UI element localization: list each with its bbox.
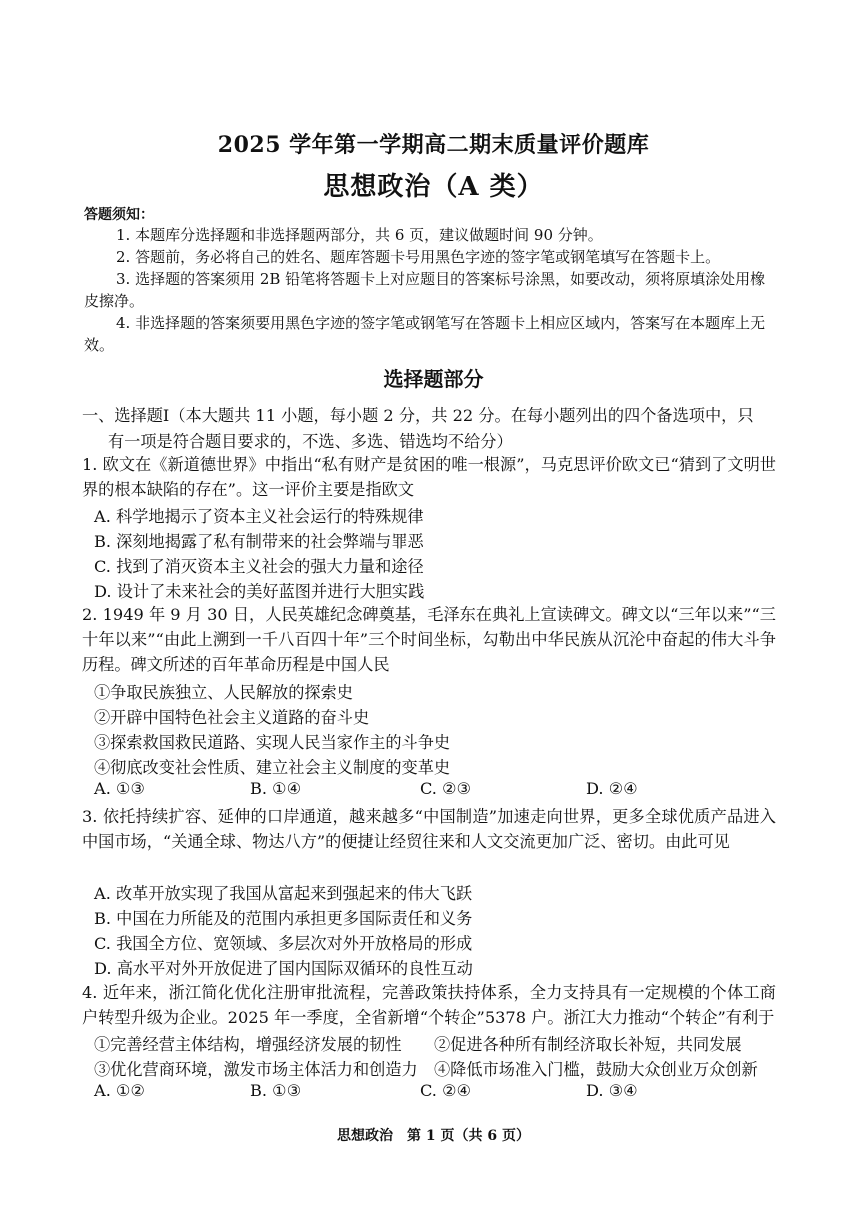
question-2-statement-1: ①争取民族独立、人民解放的探索史: [94, 683, 353, 702]
question-4-statement-4: ④降低市场准入门槛，鼓励大众创业万众创新: [434, 1060, 758, 1079]
page-footer: 思想政治 第 1 页（共 6 页）: [337, 1128, 530, 1144]
question-1-option-b: B. 深刻地揭露了私有制带来的社会弊端与罪恶: [94, 532, 424, 551]
question-3-option-c: C. 我国全方位、宽领域、多层次对外开放格局的形成: [94, 934, 473, 953]
notice-item: 4. 非选择题的答案须要用黑色字迹的签字笔或钢笔写在答题卡上相应区域内，答案写在本题库上无效。: [84, 314, 766, 354]
question-3-option-a: A. 改革开放实现了我国从富起来到强起来的伟大飞跃: [94, 884, 473, 903]
section-title: 选择题部分: [383, 367, 484, 391]
question-1-option-d: D. 设计了未来社会的美好蓝图并进行大胆实践: [94, 582, 425, 601]
notice-heading: 答题须知：: [84, 207, 154, 223]
question-2-statement-2: ②开辟中国特色社会主义道路的奋斗史: [94, 708, 370, 727]
notice-item: 1. 本题库分选择题和非选择题两部分，共 6 页，建议做题时间 90 分钟。: [116, 226, 603, 244]
question-2-option-d: D. ②④: [586, 779, 638, 798]
notice-list: [84, 224, 776, 356]
question-2-stem: 2. 1949 年 9 月 30 日，人民英雄纪念碑奠基，毛泽东在典礼上宣读碑文。碑文以“三年以来”“三十年以来”“由此上溯到一千八百四十年”三个时间坐标，勾勒出中华民族从沉沦中奋起的伟大斗争历程。碑文所述的百年革命历程是中国人民: [82, 605, 776, 674]
question-2-option-b: B. ①④: [250, 779, 302, 798]
question-1-stem: 1. 欧文在《新道德世界》中指出“私有财产是贫困的唯一根源”，马克思评价欧文已“猜到了文明世界的根本缺陷的存在”。这一评价主要是指欧文: [82, 455, 776, 499]
question-4-option-c: C. ②④: [420, 1081, 472, 1100]
question-4-option-d: D. ③④: [586, 1081, 638, 1100]
question-1-option-c: C. 找到了消灭资本主义社会的强大力量和途径: [94, 557, 424, 576]
question-4-option-a: A. ①②: [94, 1081, 146, 1100]
question-4-statement-3: ③优化营商环境，激发市场主体活力和创造力: [94, 1060, 418, 1079]
question-2-statement-4: ④彻底改变社会性质、建立社会主义制度的变革史: [94, 758, 451, 777]
question-2-option-c: C. ②③: [420, 779, 472, 798]
question-3-option-d: D. 高水平对外开放促进了国内国际双循环的良性互动: [94, 959, 473, 978]
notice-item: 2. 答题前，务必将自己的姓名、题库答题卡号用黑色字迹的签字笔或钢笔填写在答题卡上。: [116, 248, 721, 266]
notice-item: 3. 选择题的答案须用 2B 铅笔将答题卡上对应题目的答案标号涂黑，如要改动，须将原填涂处用橡皮擦净。: [84, 270, 766, 310]
question-4-option-b: B. ①③: [250, 1081, 302, 1100]
question-3-option-b: B. 中国在力所能及的范围内承担更多国际责任和义务: [94, 909, 473, 928]
question-1-option-a: A. 科学地揭示了资本主义社会运行的特殊规律: [94, 507, 424, 526]
question-2-statement-3: ③探索救国救民道路、实现人民当家作主的斗争史: [94, 733, 451, 752]
part-title-cont: 有一项是符合题目要求的，不选、多选、错选均不给分）: [108, 432, 513, 451]
part-title: 一、选择题Ⅰ（本大题共 11 小题，每小题 2 分，共 22 分。在每小题列出的四个备选项中，只: [82, 406, 754, 425]
question-4-statement-1: ①完善经营主体结构，增强经济发展的韧性: [94, 1035, 402, 1054]
exam-title: 2025 学年第一学期高二期末质量评价题库: [217, 132, 650, 158]
question-4-statement-2: ②促进各种所有制经济取长补短，共同发展: [434, 1035, 742, 1054]
subject-title: 思想政治（A 类）: [323, 172, 544, 202]
question-4-stem: 4. 近年来，浙江简化优化注册审批流程，完善政策扶持体系，全力支持具有一定规模的个体工商户转型升级为企业。2025 年一季度，全省新增“个转企”5378 户。浙江大力推动“个转企”有利于: [82, 983, 776, 1027]
question-3-stem: 3. 依托持续扩容、延伸的口岸通道，越来越多“中国制造”加速走向世界，更多全球优质产品进入中国市场，“关通全球、物达八方”的便捷让经贸往来和人文交流更加广泛、密切。由此可见: [82, 807, 776, 851]
question-2-option-a: A. ①③: [94, 779, 146, 798]
